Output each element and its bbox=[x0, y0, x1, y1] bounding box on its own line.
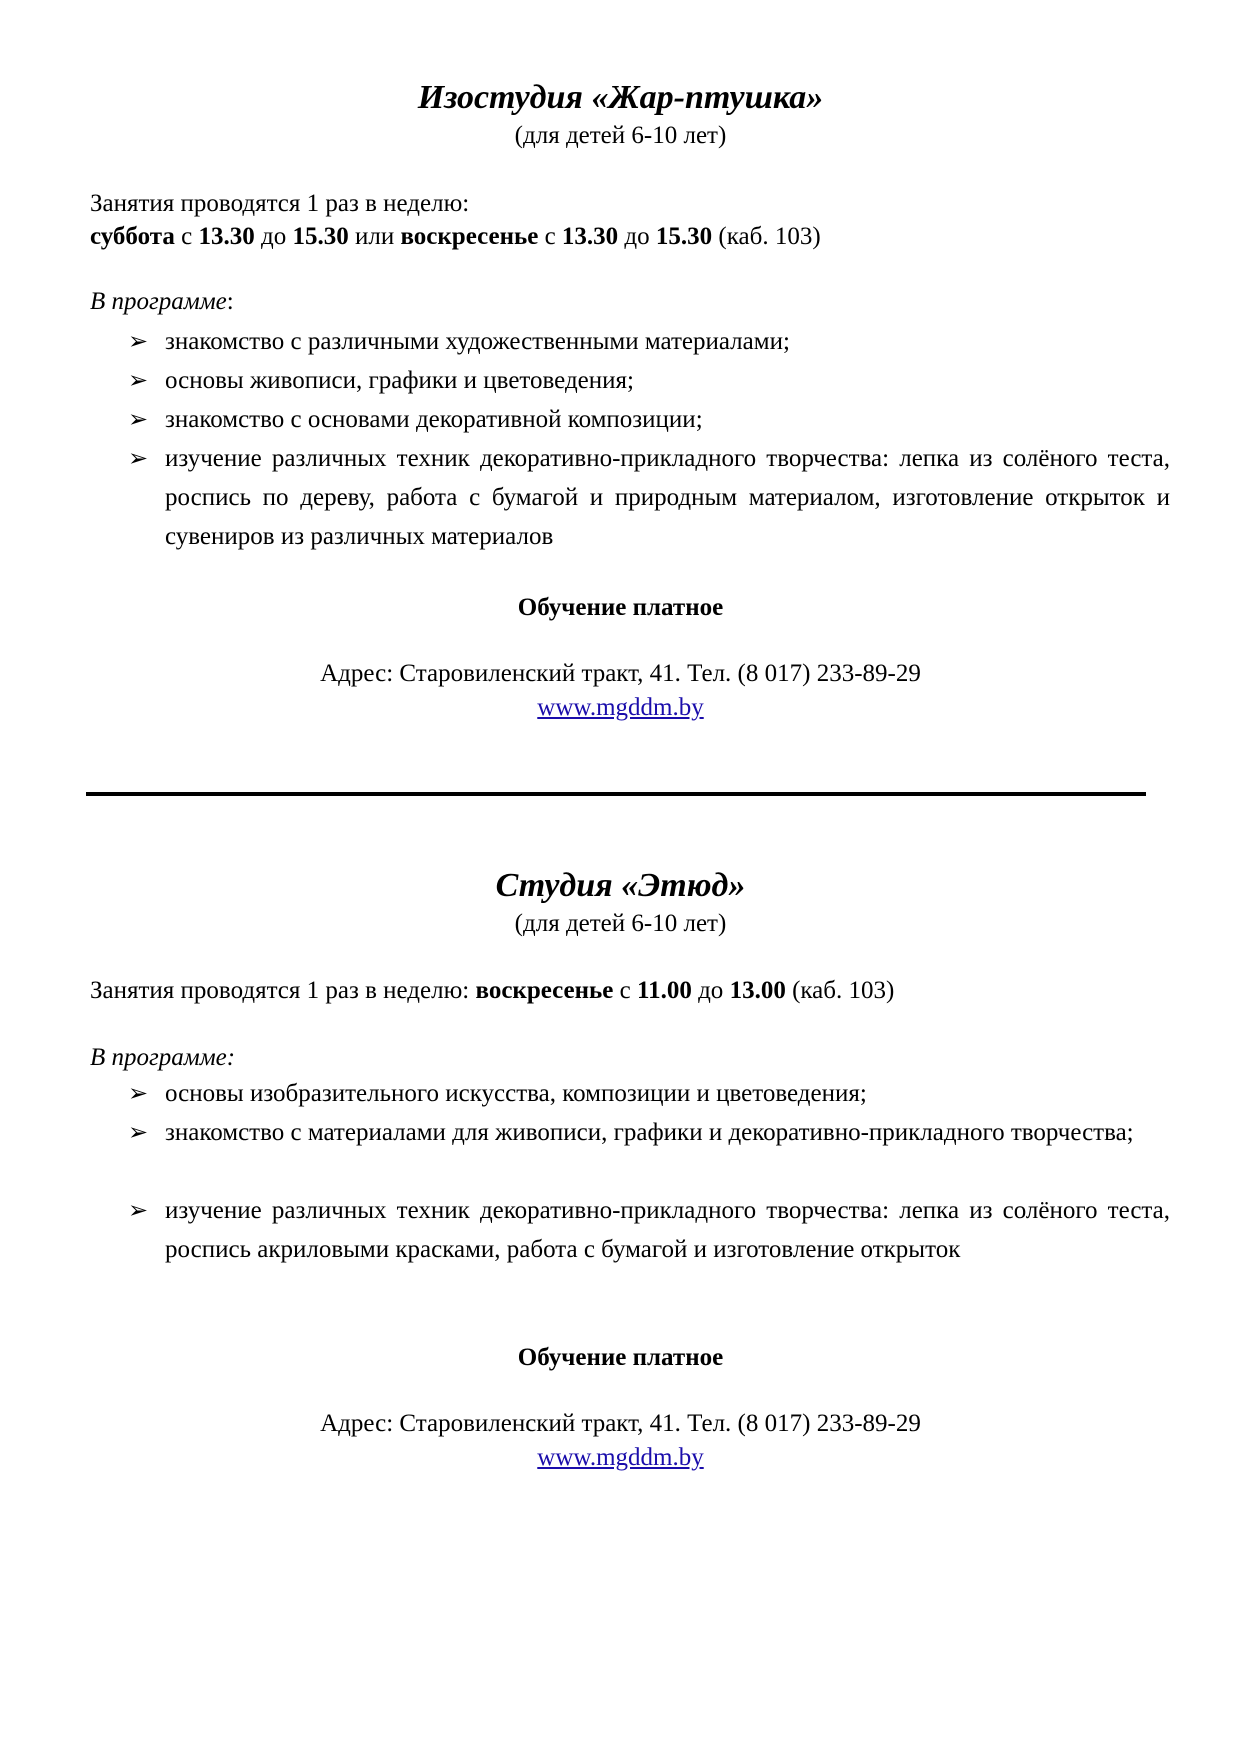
divider bbox=[86, 792, 1146, 796]
time-from: 13.30 bbox=[561, 223, 619, 250]
time-to: 15.30 bbox=[655, 223, 713, 250]
day-saturday: суббота bbox=[90, 223, 175, 250]
time-to: 13.00 bbox=[729, 977, 786, 1004]
program-label: В программе: bbox=[90, 1044, 236, 1071]
arrow-bullet-icon: ➢ bbox=[128, 1120, 149, 1146]
list-item: знакомство с основами декоративной композиции; bbox=[165, 406, 703, 433]
arrow-bullet-icon: ➢ bbox=[128, 407, 149, 433]
room-number: (каб. 103) bbox=[718, 223, 821, 250]
room-number: (каб. 103) bbox=[792, 977, 895, 1004]
program-label: В программе: bbox=[90, 288, 234, 315]
age-range: (для детей 6-10 лет) bbox=[514, 122, 727, 149]
schedule-line: Занятия проводятся 1 раз в неделю: воскресенье с 11.00 до 13.00 (каб. 103) bbox=[90, 977, 895, 1004]
list-item: изучение различных техник декоративно-прикладного творчества: лепка из солёного теста, роспись по дереву, работа с бумагой и природным материалом, изготовление открыток и сувениров из различных материалов bbox=[165, 445, 1170, 550]
time-from: 11.00 bbox=[636, 977, 692, 1004]
website-link-wrap bbox=[0, 692, 1241, 724]
list-item: знакомство с материалами для живописи, графики и декоративно-прикладного творчества; bbox=[165, 1119, 1134, 1146]
website-link-wrap bbox=[0, 1442, 1241, 1474]
arrow-bullet-icon: ➢ bbox=[128, 329, 149, 355]
schedule-intro: Занятия проводятся 1 раз в неделю: bbox=[90, 190, 470, 217]
arrow-bullet-icon: ➢ bbox=[128, 368, 149, 394]
age-range: (для детей 6-10 лет) bbox=[514, 910, 727, 937]
day-sunday: воскресенье bbox=[400, 223, 539, 250]
list-item: знакомство с различными художественными материалами; bbox=[165, 328, 790, 355]
arrow-bullet-icon: ➢ bbox=[128, 446, 149, 472]
website-link[interactable]: www.mgddm.by bbox=[537, 694, 704, 721]
list-item: изучение различных техник декоративно-прикладного творчества: лепка из солёного теста, роспись акриловыми красками, работа с бумагой и изготовление открыток bbox=[165, 1197, 1170, 1263]
arrow-bullet-icon: ➢ bbox=[128, 1081, 149, 1107]
address: Адрес: Старовиленский тракт, 41. Тел. (8 017) 233-89-29 bbox=[320, 1410, 921, 1437]
arrow-bullet-icon: ➢ bbox=[128, 1198, 149, 1224]
day-sunday: воскресенье bbox=[475, 977, 614, 1004]
time-to: 15.30 bbox=[292, 223, 349, 250]
website-link[interactable]: www.mgddm.by bbox=[537, 1444, 704, 1471]
time-from: 13.30 bbox=[198, 223, 255, 250]
schedule-line: суббота с 13.30 до 15.30 или воскресенье с 13.30 до 15.30 (каб. 103) bbox=[90, 223, 821, 250]
fee-note: Обучение платное bbox=[517, 594, 724, 621]
section-title: Изостудия «Жар-птушка» bbox=[417, 79, 824, 116]
list-item: основы живописи, графики и цветоведения; bbox=[165, 367, 634, 394]
fee-note: Обучение платное bbox=[517, 1344, 724, 1371]
list-item: основы изобразительного искусства, композиции и цветоведения; bbox=[165, 1080, 867, 1107]
address: Адрес: Старовиленский тракт, 41. Тел. (8 017) 233-89-29 bbox=[320, 660, 921, 687]
section-title: Студия «Этюд» bbox=[495, 867, 746, 904]
